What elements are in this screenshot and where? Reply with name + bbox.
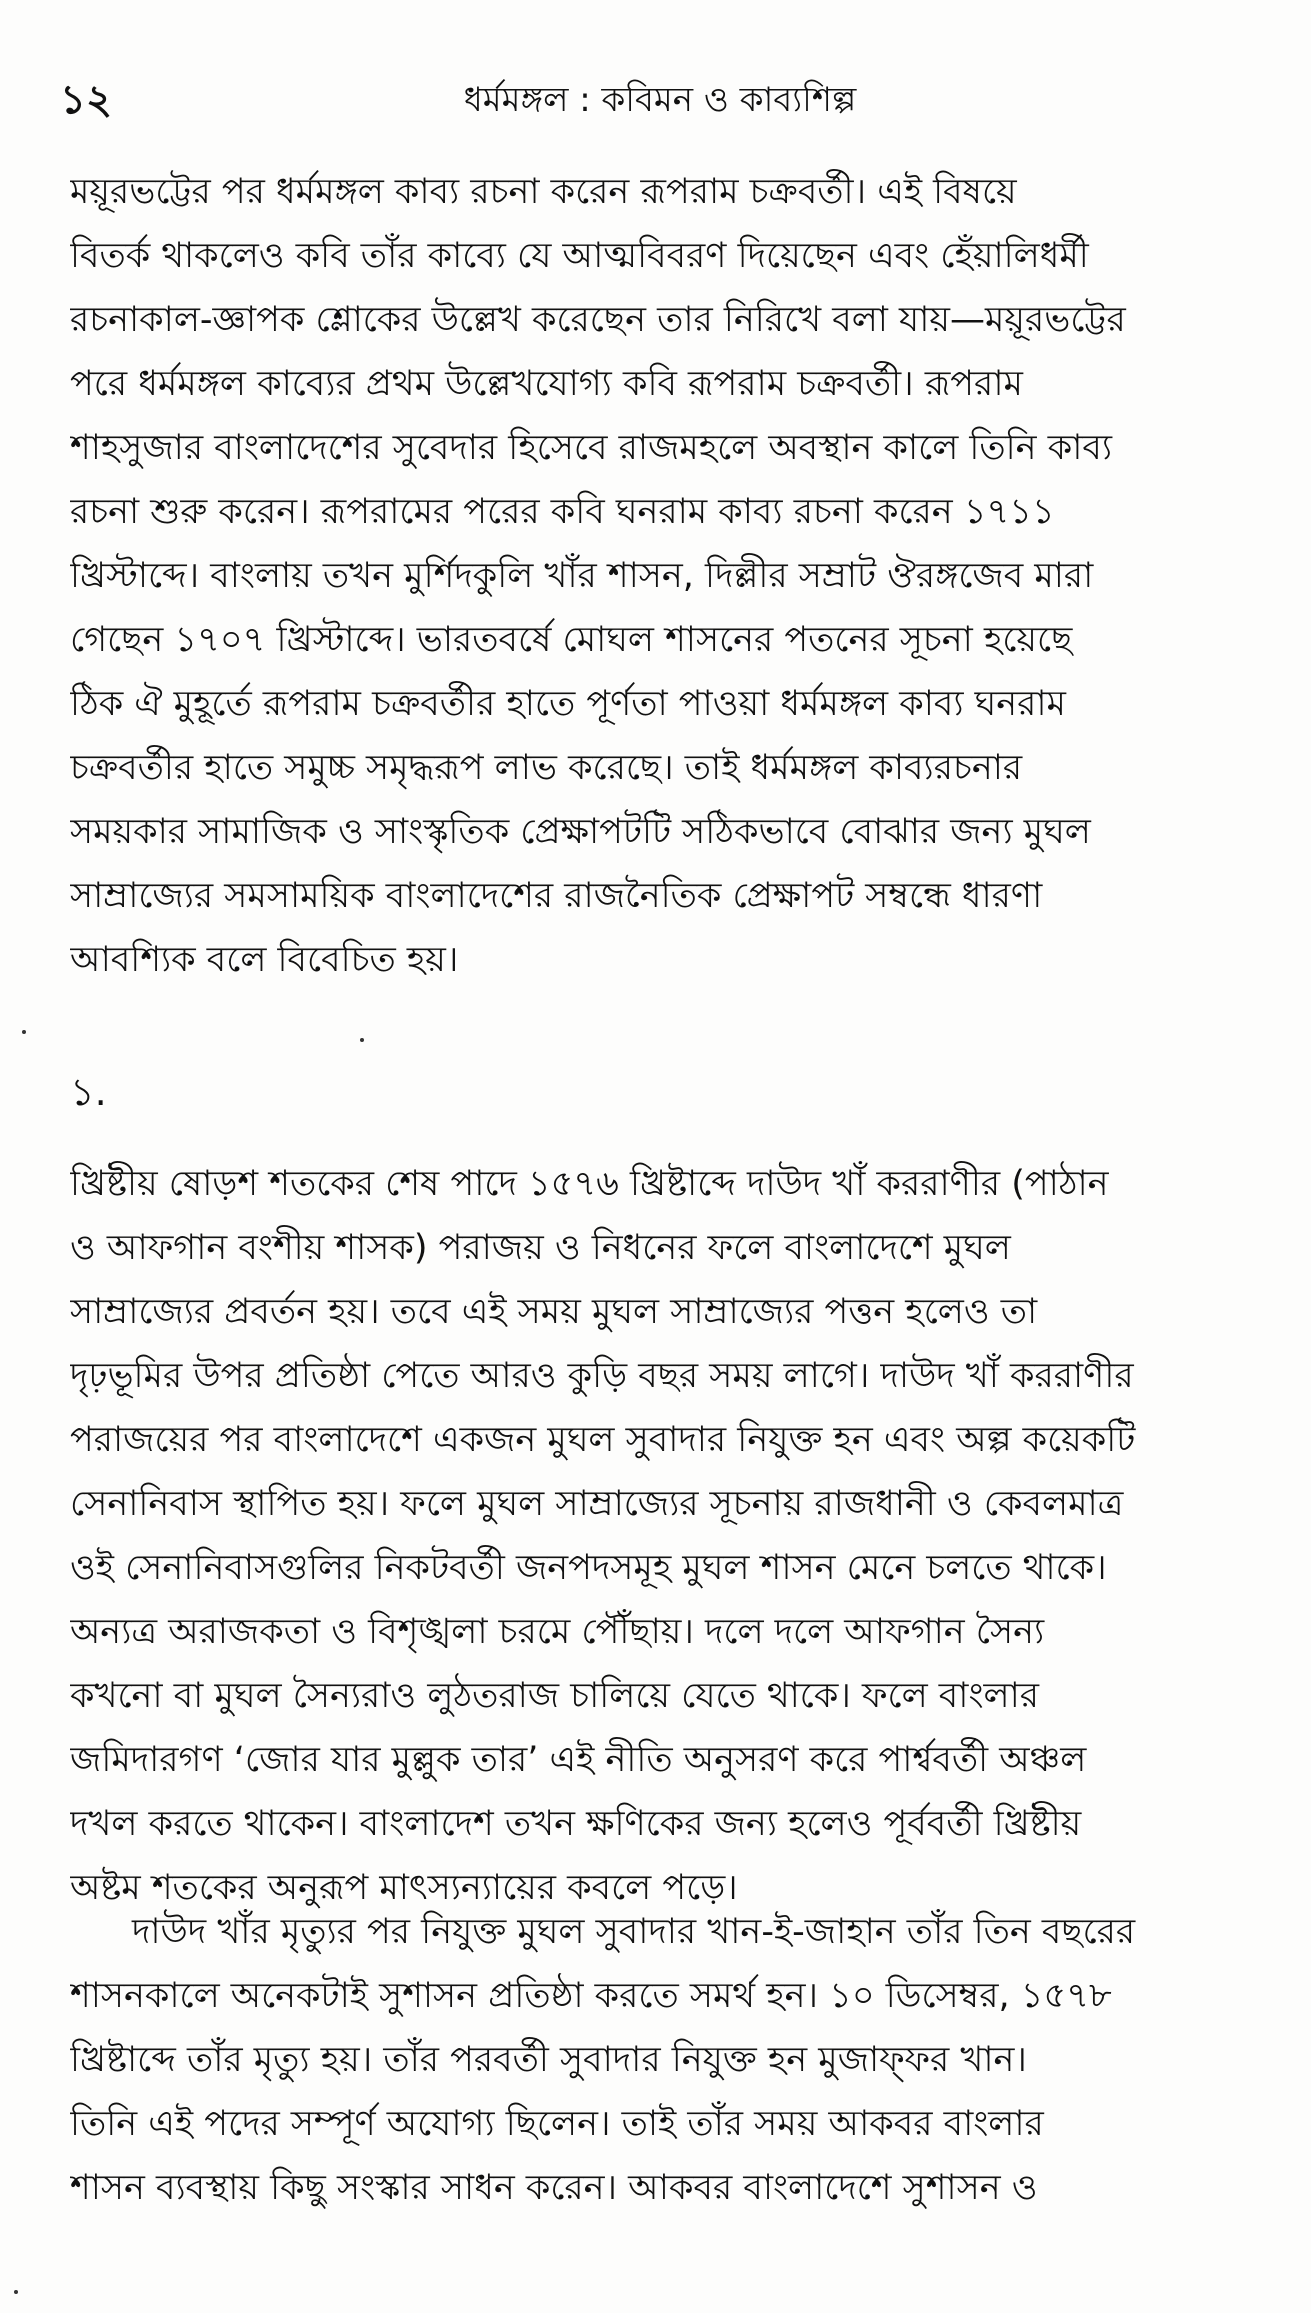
text-line: গেছেন ১৭০৭ খ্রিস্টাব্দে। ভারতবর্ষে মোঘল শাসনের পতনের সূচনা হয়েছে	[70, 620, 1073, 660]
text-line: সময়কার সামাজিক ও সাংস্কৃতিক প্রেক্ষাপটটি সঠিকভাবে বোঝার জন্য মুঘল	[70, 812, 1091, 852]
text-line: পরাজয়ের পর বাংলাদেশে একজন মুঘল সুবাদার নিযুক্ত হন এবং অল্প কয়েকটি	[70, 1420, 1136, 1460]
text-line: দখল করতে থাকেন। বাংলাদেশ তখন ক্ষণিকের জন্য হলেও পূর্ববর্তী খ্রিষ্টীয়	[70, 1804, 1082, 1844]
text-line: চক্রবর্তীর হাতে সমুচ্চ সমৃদ্ধরূপ লাভ করেছে। তাই ধর্মমঙ্গল কাব্যরচনার	[70, 748, 1023, 788]
text-line: রচনাকাল-জ্ঞাপক শ্লোকের উল্লেখ করেছেন তার নিরিখে বলা যায়—ময়ূরভট্টের	[70, 300, 1126, 340]
page-header	[60, 70, 1260, 130]
text-line: খ্রিষ্টাব্দে তাঁর মৃত্যু হয়। তাঁর পরবর্তী সুবাদার নিযুক্ত হন মুজাফ্ফর খান।	[70, 2040, 1027, 2080]
text-line: খ্রিস্টাব্দে। বাংলায় তখন মুর্শিদকুলি খাঁর শাসন, দিল্লীর সম্রাট ঔরঙ্গজেব মারা	[70, 556, 1094, 596]
text-line: জমিদারগণ ‘জোর যার মুল্লুক তার’ এই নীতি অনুসরণ করে পার্শ্ববর্তী অঞ্চল	[70, 1740, 1087, 1780]
text-line: সেনানিবাস স্থাপিত হয়। ফলে মুঘল সাম্রাজ্যের সূচনায় রাজধানী ও কেবলমাত্র	[70, 1484, 1124, 1524]
text-line: দাউদ খাঁর মৃত্যুর পর নিযুক্ত মুঘল সুবাদার খান-ই-জাহান তাঁর তিন বছরের	[132, 1912, 1136, 1952]
text-line: বিতর্ক থাকলেও কবি তাঁর কাব্যে যে আত্মবিবরণ দিয়েছেন এবং হেঁয়ালিধর্মী	[70, 236, 1089, 276]
paragraph-intro	[70, 160, 1250, 992]
text-line: ওই সেনানিবাসগুলির নিকটবর্তী জনপদসমূহ মুঘল শাসন মেনে চলতে থাকে।	[70, 1548, 1107, 1588]
text-line: আবশ্যিক বলে বিবেচিত হয়।	[70, 940, 459, 980]
paragraph-continuation	[70, 1900, 1250, 2220]
print-speck	[360, 1038, 364, 1042]
text-line: শাহসুজার বাংলাদেশের সুবেদার হিসেবে রাজমহলে অবস্থান কালে তিনি কাব্য	[70, 428, 1112, 468]
running-title: ধর্মমঙ্গল : কবিমন ও কাব্যশিল্প	[463, 80, 857, 120]
text-line: ও আফগান বংশীয় শাসক) পরাজয় ও নিধনের ফলে বাংলাদেশে মুঘল	[70, 1228, 1011, 1268]
text-line: রচনা শুরু করেন। রূপরামের পরের কবি ঘনরাম কাব্য রচনা করেন ১৭১১	[70, 492, 1055, 532]
text-line: খ্রিষ্টীয় ষোড়শ শতকের শেষ পাদে ১৫৭৬ খ্রিষ্টাব্দে দাউদ খাঁ কররাণীর (পাঠান	[70, 1164, 1109, 1204]
text-line: শাসন ব্যবস্থায় কিছু সংস্কার সাধন করেন। আকবর বাংলাদেশে সুশাসন ও	[70, 2168, 1038, 2208]
text-line: ঠিক ঐ মুহূর্তে রূপরাম চক্রবর্তীর হাতে পূর্ণতা পাওয়া ধর্মমঙ্গল কাব্য ঘনরাম	[70, 684, 1066, 724]
text-line: অষ্টম শতকের অনুরূপ মাৎস্যন্যায়ের কবলে পড়ে।	[70, 1868, 738, 1908]
text-line: কখনো বা মুঘল সৈন্যরাও লুঠতরাজ চালিয়ে যেতে থাকে। ফলে বাংলার	[70, 1676, 1039, 1716]
text-line: ময়ূরভট্টের পর ধর্মমঙ্গল কাব্য রচনা করেন রূপরাম চক্রবর্তী। এই বিষয়ে	[70, 172, 1017, 212]
print-speck	[22, 1030, 26, 1034]
text-line: সাম্রাজ্যের সমসাময়িক বাংলাদেশের রাজনৈতিক প্রেক্ষাপট সম্বন্ধে ধারণা	[70, 876, 1043, 916]
page-number: ১২	[60, 77, 112, 123]
text-line: দৃঢ়ভূমির উপর প্রতিষ্ঠা পেতে আরও কুড়ি বছর সময় লাগে। দাউদ খাঁ কররাণীর	[70, 1356, 1134, 1396]
print-speck	[14, 2290, 18, 2294]
text-line: পরে ধর্মমঙ্গল কাব্যের প্রথম উল্লেখযোগ্য কবি রূপরাম চক্রবর্তী। রূপরাম	[70, 364, 1023, 404]
section-number: ১.	[70, 1070, 107, 1114]
text-line: অন্যত্র অরাজকতা ও বিশৃঙ্খলা চরমে পৌঁছায়। দলে দলে আফগান সৈন্য	[70, 1612, 1045, 1652]
text-line: সাম্রাজ্যের প্রবর্তন হয়। তবে এই সময় মুঘল সাম্রাজ্যের পত্তন হলেও তা	[70, 1292, 1038, 1332]
text-line: তিনি এই পদের সম্পূর্ণ অযোগ্য ছিলেন। তাই তাঁর সময় আকবর বাংলার	[70, 2104, 1044, 2144]
text-line: শাসনকালে অনেকটাই সুশাসন প্রতিষ্ঠা করতে সমর্থ হন। ১০ ডিসেম্বর, ১৫৭৮	[70, 1976, 1112, 2016]
paragraph-section-1	[70, 1152, 1250, 1920]
